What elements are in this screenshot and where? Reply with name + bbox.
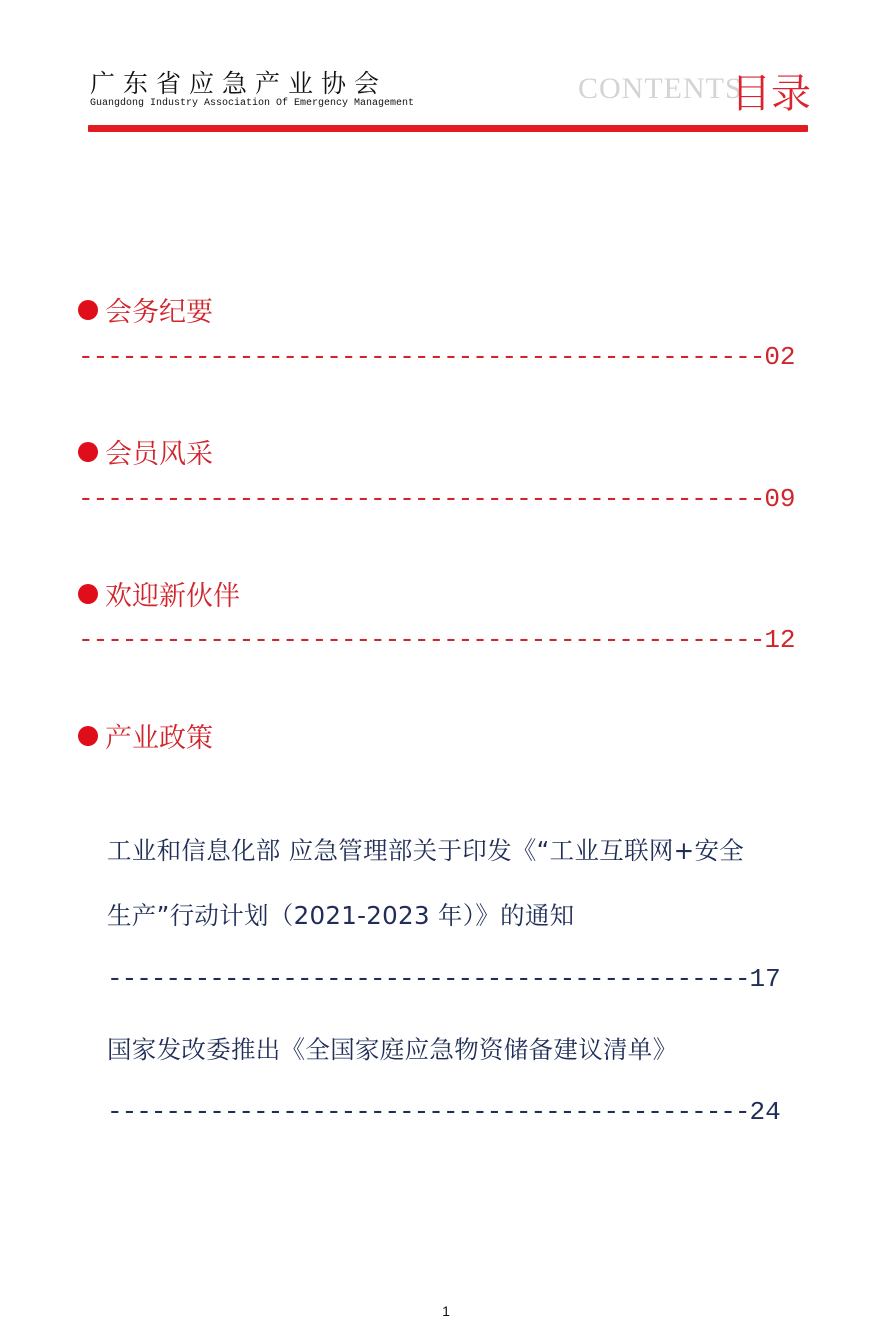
toc-leader-meeting-minutes[interactable]	[78, 342, 796, 372]
toc-leader-new-partners[interactable]	[78, 625, 796, 655]
toc-leader-policy-item-1[interactable]	[107, 964, 781, 994]
section-title: 欢迎新伙伴	[105, 581, 240, 612]
policy-item-title-line[interactable]: 国家发改委推出《全国家庭应急物资储备建议清单》	[107, 1035, 678, 1064]
page-number-ref: 12	[764, 625, 796, 655]
page-number-ref: 02	[764, 342, 796, 372]
section-title: 会员风采	[105, 439, 213, 470]
dot-leader: -----------------------------------------------	[78, 342, 765, 372]
page-number-ref: 09	[764, 484, 796, 514]
toc-section-member-showcase[interactable]	[78, 432, 213, 471]
toc-section-new-partners[interactable]	[78, 574, 240, 613]
page-number: 1	[442, 1303, 450, 1319]
contents-label: CONTENTS	[578, 72, 743, 105]
toc-section-meeting-minutes[interactable]	[78, 290, 213, 329]
bullet-dot-icon	[78, 584, 98, 604]
dot-leader: --------------------------------------------	[107, 964, 750, 994]
dot-leader: -----------------------------------------------	[78, 625, 765, 655]
policy-item-title-line[interactable]: 工业和信息化部 应急管理部关于印发《“工业互联网+安全	[107, 836, 745, 865]
toc-leader-member-showcase[interactable]	[78, 484, 796, 514]
toc-section-industry-policy[interactable]	[78, 716, 213, 755]
page-number-ref: 24	[749, 1097, 781, 1127]
bullet-dot-icon	[78, 300, 98, 320]
section-title: 会务纪要	[105, 297, 213, 328]
organization-name-chinese: 广东省应急产业协会	[90, 69, 388, 98]
organization-name-english: Guangdong Industry Association Of Emergency Management	[90, 98, 415, 109]
header-divider	[88, 125, 808, 132]
section-title: 产业政策	[105, 723, 213, 754]
toc-leader-policy-item-2[interactable]	[107, 1097, 781, 1127]
bullet-dot-icon	[78, 442, 98, 462]
toc-title: 目录	[731, 71, 811, 117]
page-number-ref: 17	[749, 964, 781, 994]
dot-leader: --------------------------------------------	[107, 1097, 750, 1127]
policy-item-title-line[interactable]: 生产”行动计划（2021-2023 年）》的通知	[107, 901, 575, 930]
bullet-dot-icon	[78, 726, 98, 746]
dot-leader: -----------------------------------------------	[78, 484, 765, 514]
